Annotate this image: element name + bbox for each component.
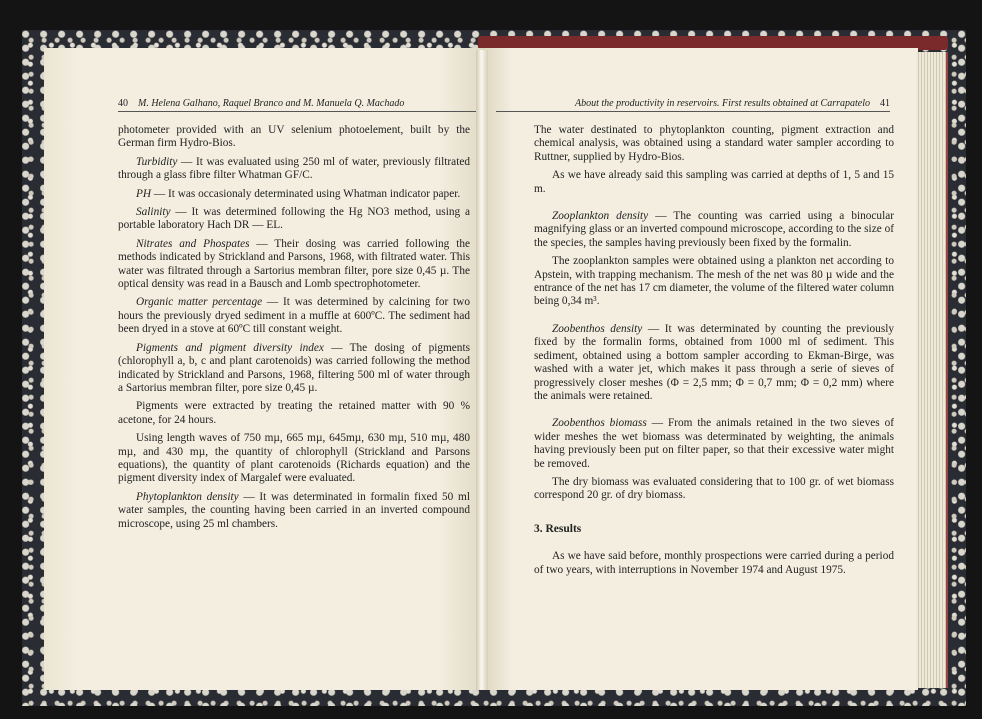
right-page-number: 41 — [880, 98, 890, 109]
results-paragraph: As we have said before, monthly prospections were carried during a period of two years, with interruptions in November 1974 and August 1975. — [534, 550, 894, 576]
right-paragraph-lead: Zoobenthos density — [552, 322, 643, 335]
right-paragraph — [534, 255, 894, 309]
right-running-header — [496, 98, 890, 112]
right-paragraph-text: — The counting was carried using a binocular magnifying glass or an inverted compound microscope, according to the size of the species, the samples having previously been fixed by the formalin. — [534, 210, 894, 249]
right-paragraph-text: — From the animals retained in the two sieves of wider meshes the wet biomass was determinated by weighting, the animals having previously been put on filter paper, so that their excessive water might be removed. — [534, 417, 895, 470]
left-paragraph-text: photometer provided with an UV selenium photoelement, built by the German firm Hydro-Bios. — [118, 124, 470, 150]
left-paragraph-lead: PH — [136, 187, 152, 200]
right-paragraph — [534, 124, 894, 164]
page-edges — [916, 52, 948, 688]
left-paragraph-text: — Their dosing was carried following the methods indicated by Strickland and Parsons, 1968, with filtrated water. This water was filtrated through a Sartorius membran filter, pore size 0,45 µ. The optical density was read in a Bausch and Lomb spectrophotometer. — [118, 237, 470, 291]
left-paragraph — [118, 124, 470, 151]
left-paragraph-lead: Pigments and pigment diversity index — [136, 341, 324, 354]
left-paragraph-text: — It was occasionaly determinated using Whatman indicator paper. — [151, 187, 461, 200]
left-page-body — [118, 124, 470, 536]
left-paragraph — [118, 432, 470, 486]
left-paragraph — [118, 206, 470, 233]
left-paragraph-text: — It was determinated in formalin fixed 50 ml water samples, the counting having been carried in an inverted compound microscope, using 25 ml chambers. — [118, 490, 470, 530]
right-paragraph-text: The water destinated to phytoplankton counting, pigment extraction and chemical analysis, was obtained using a standard water sampler according to Ruttner, supplied by Hydro-Bios. — [534, 124, 894, 163]
left-paragraph-text: — It was evaluated using 250 ml of water, previously filtrated through a glass fibre filter Whatman GF/C. — [118, 155, 470, 182]
right-paragraph-lead: Zooplankton density — [552, 210, 649, 223]
left-paragraph-text: Pigments were extracted by treating the retained matter with 90 % acetone, for 24 hours. — [118, 400, 470, 426]
right-paragraph — [534, 169, 894, 196]
left-paragraph — [118, 296, 470, 336]
left-page-number: 40 — [118, 98, 128, 109]
right-paragraph-text: As we have already said this sampling was carried at depths of 1, 5 and 15 m. — [534, 169, 894, 195]
right-paragraph-text: The dry biomass was evaluated considering that to 100 gr. of wet biomass correspond 20 gr. of dry biomass. — [534, 475, 894, 502]
left-paragraph-lead: Nitrates and Phospates — [136, 237, 250, 250]
left-paragraph — [118, 342, 470, 396]
right-paragraph — [534, 210, 894, 250]
right-running-head: About the productivity in reservoirs. First results obtained at Carrapatelo — [575, 98, 870, 109]
left-paragraph-lead: Phytoplankton density — [136, 490, 239, 503]
right-paragraph — [534, 476, 894, 503]
right-paragraph — [534, 323, 894, 403]
left-paragraph-text: Using length waves of 750 mµ, 665 mµ, 645mµ, 630 mµ, 510 mµ, 480 mµ, and 430 mµ, the quantity of chlorophyll (Strickland and Parsons equations), the quantity of plant carotenoids (Richards equation) and the pigment diversity index of Margalef were evaluated. — [118, 432, 470, 485]
book-gutter — [476, 50, 488, 690]
right-page — [482, 48, 918, 690]
left-page — [44, 48, 482, 690]
right-paragraph-lead: Zoobenthos biomass — [552, 417, 647, 430]
left-paragraph — [118, 238, 470, 292]
left-paragraph-lead: Turbidity — [136, 155, 178, 168]
left-paragraph-text: — The dosing of pigments (chlorophyll a, b, c and plant carotenoids) was carried following the method indicated by Strickland and Parsons, 1968, filtering 500 ml of water through a Sartorius membran filter, pore size 0,45 µ. — [118, 341, 470, 394]
left-running-head: M. Helena Galhano, Raquel Branco and M. Manuela Q. Machado — [138, 98, 405, 109]
left-paragraph — [118, 156, 470, 183]
right-paragraph-text: — It was determinated by counting the previously fixed by the formalin forms, obtained from 1000 ml of sediment. This sediment, obtained using a bottom sampler according to Ekman-Birge, was washed with a water jet, which makes it pass through a serie of sieves of progressively closer meshes (Φ = 2,5 mm; Φ = 0,7 mm; Φ = 0,2 mm) where the animals were retained. — [534, 322, 895, 402]
left-paragraph-text: — It was determined by calcining for two hours the previously dryed sediment in a muffle at 600ºC. The sediment had been dryed in a stove at 60ºC till constant weight. — [118, 296, 470, 336]
right-paragraph — [534, 417, 894, 471]
left-paragraph — [118, 188, 470, 201]
left-paragraph — [118, 491, 470, 531]
right-page-body — [534, 124, 894, 582]
left-paragraph — [118, 400, 470, 427]
left-running-header — [118, 98, 478, 112]
left-paragraph-lead: Salinity — [136, 206, 171, 219]
left-paragraph-text: — It was determined following the Hg NO3 method, using a portable laboratory Hach DR — EL. — [118, 206, 470, 232]
left-paragraph-lead: Organic matter percentage — [136, 296, 263, 309]
right-paragraph-text: The zooplankton samples were obtained using a plankton net according to Apstein, with trapping mechanism. The mesh of the net was 80 µ wide and the entrance of the net has 17 cm diameter, the volume of the filtered water column being 0,34 m³. — [534, 255, 894, 308]
results-heading: 3. Results — [534, 522, 582, 535]
